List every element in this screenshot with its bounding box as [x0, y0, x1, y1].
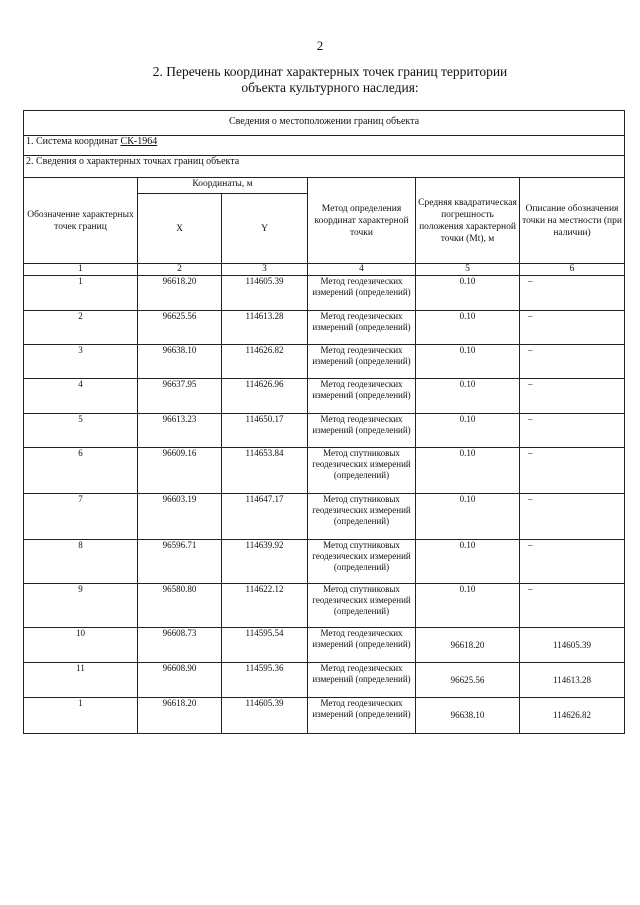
error-value: 96618.20: [416, 628, 520, 663]
header-y: Y: [222, 194, 308, 264]
method-value: Метод геодезических измерений (определений): [308, 414, 416, 448]
method-value: Метод геодезических измерений (определений): [308, 276, 416, 311]
error-value: 0.10: [416, 276, 520, 311]
header-designation: Обозначение характерных точек границ: [24, 178, 138, 264]
point-number: 10: [24, 628, 138, 663]
col-number-1: 1: [24, 264, 138, 276]
description-value: –: [520, 414, 625, 448]
y-value: 114622.12: [222, 584, 308, 628]
table-row: [24, 414, 625, 448]
point-number: 11: [24, 663, 138, 698]
y-value: 114595.36: [222, 663, 308, 698]
x-value: 96618.20: [138, 276, 222, 311]
col-number-4: 4: [308, 264, 416, 276]
table-row: [24, 276, 625, 311]
method-value: Метод спутниковых геодезических измерений (определений): [308, 540, 416, 584]
header-error: Средняя квадратическая погрешность положения характерной точки (Mt), м: [416, 178, 520, 264]
document-title: [40, 64, 620, 96]
y-value: 114650.17: [222, 414, 308, 448]
point-number: 6: [24, 448, 138, 494]
x-value: 96637.95: [138, 379, 222, 414]
table-row: [24, 584, 625, 628]
title-line-1: 2. Перечень координат характерных точек границ территории: [152, 64, 508, 79]
error-value: 0.10: [416, 379, 520, 414]
coordinate-system: [24, 136, 625, 156]
table-row: [24, 448, 625, 494]
x-value: 96613.23: [138, 414, 222, 448]
y-value: 114605.39: [222, 698, 308, 734]
x-value: 96609.16: [138, 448, 222, 494]
method-value: Метод геодезических измерений (определений): [308, 379, 416, 414]
description-value: –: [520, 584, 625, 628]
header-coordinates: Координаты, м: [138, 178, 308, 194]
method-value: Метод спутниковых геодезических измерений (определений): [308, 494, 416, 540]
x-value: 96596.71: [138, 540, 222, 584]
table-row: [24, 379, 625, 414]
coordinate-system-label: 1. Система координат: [26, 136, 119, 147]
point-number: 2: [24, 311, 138, 345]
method-value: Метод спутниковых геодезических измерений (определений): [308, 448, 416, 494]
y-value: 114613.28: [222, 311, 308, 345]
coordinate-system-value: СК-1964: [120, 136, 158, 147]
description-value: –: [520, 276, 625, 311]
method-value: Метод геодезических измерений (определений): [308, 628, 416, 663]
description-value: 114613.28: [520, 663, 625, 698]
table-row: [24, 540, 625, 584]
description-value: –: [520, 345, 625, 379]
header-description: Описание обозначения точки на местности (при наличии): [520, 178, 625, 264]
error-value: 0.10: [416, 540, 520, 584]
point-number: 7: [24, 494, 138, 540]
error-value: 0.10: [416, 311, 520, 345]
description-value: –: [520, 379, 625, 414]
description-value: 114626.82: [520, 698, 625, 734]
point-number: 1: [24, 698, 138, 734]
title-line-2: объекта культурного наследия:: [241, 80, 419, 95]
y-value: 114626.82: [222, 345, 308, 379]
table-row: [24, 494, 625, 540]
method-value: Метод геодезических измерений (определений): [308, 311, 416, 345]
y-value: 114595.54: [222, 628, 308, 663]
error-value: 96625.56: [416, 663, 520, 698]
x-value: 96618.20: [138, 698, 222, 734]
table-row: [24, 698, 625, 734]
y-value: 114653.84: [222, 448, 308, 494]
x-value: 96638.10: [138, 345, 222, 379]
description-value: –: [520, 540, 625, 584]
y-value: 114647.17: [222, 494, 308, 540]
description-value: –: [520, 448, 625, 494]
error-value: 0.10: [416, 584, 520, 628]
y-value: 114605.39: [222, 276, 308, 311]
x-value: 96608.73: [138, 628, 222, 663]
table-row: [24, 628, 625, 663]
col-number-6: 6: [520, 264, 625, 276]
x-value: 96608.90: [138, 663, 222, 698]
header-method: Метод определения координат характерной точки: [308, 178, 416, 264]
error-value: 96638.10: [416, 698, 520, 734]
error-value: 0.10: [416, 414, 520, 448]
error-value: 0.10: [416, 345, 520, 379]
description-value: –: [520, 494, 625, 540]
table-row: [24, 663, 625, 698]
col-number-3: 3: [222, 264, 308, 276]
col-number-5: 5: [416, 264, 520, 276]
x-value: 96603.19: [138, 494, 222, 540]
y-value: 114626.96: [222, 379, 308, 414]
table-row: [24, 311, 625, 345]
description-value: 114605.39: [520, 628, 625, 663]
header-x: X: [138, 194, 222, 264]
section-title: Сведения о местоположении границ объекта: [24, 111, 625, 136]
error-value: 0.10: [416, 448, 520, 494]
col-number-2: 2: [138, 264, 222, 276]
point-number: 4: [24, 379, 138, 414]
method-value: Метод геодезических измерений (определений): [308, 345, 416, 379]
method-value: Метод геодезических измерений (определений): [308, 698, 416, 734]
coordinates-table: [23, 110, 625, 734]
point-number: 8: [24, 540, 138, 584]
error-value: 0.10: [416, 494, 520, 540]
table-row: [24, 345, 625, 379]
point-number: 9: [24, 584, 138, 628]
page-number: 2: [316, 38, 324, 53]
method-value: Метод спутниковых геодезических измерений (определений): [308, 584, 416, 628]
x-value: 96580.80: [138, 584, 222, 628]
point-number: 1: [24, 276, 138, 311]
description-value: –: [520, 311, 625, 345]
method-value: Метод геодезических измерений (определений): [308, 663, 416, 698]
points-info-label: 2. Сведения о характерных точках границ объекта: [24, 156, 625, 178]
point-number: 5: [24, 414, 138, 448]
point-number: 3: [24, 345, 138, 379]
x-value: 96625.56: [138, 311, 222, 345]
y-value: 114639.92: [222, 540, 308, 584]
